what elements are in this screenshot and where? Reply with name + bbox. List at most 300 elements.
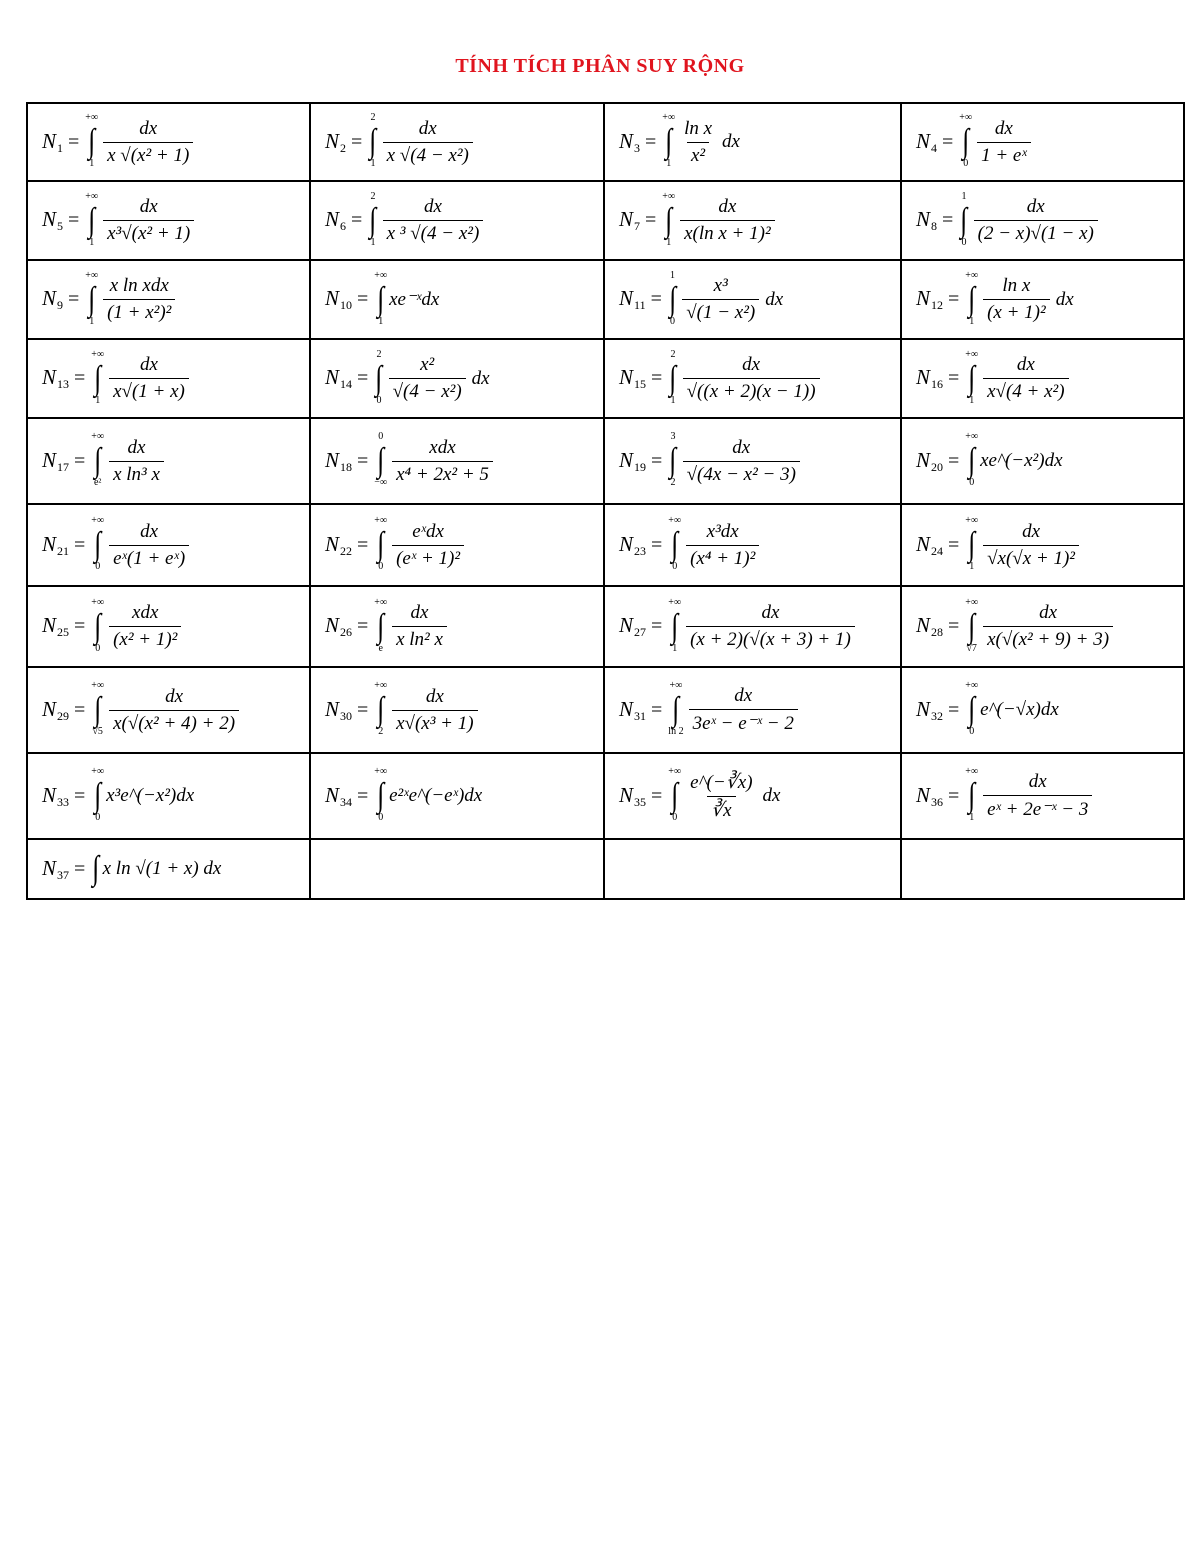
integral-index: 33: [57, 794, 70, 809]
denominator: (x⁴ + 1)²: [686, 545, 759, 570]
integral-name: $N_{32}$: [916, 696, 944, 723]
integral-name: $N_{11}$: [619, 286, 646, 312]
equals-sign: =: [68, 209, 80, 231]
integral-name: $N_{13}$: [42, 365, 70, 391]
integral-expression: [916, 681, 1183, 739]
equals-sign: =: [948, 615, 960, 637]
integral-expression: [42, 516, 309, 574]
integral-symbol: ∫: [665, 201, 673, 239]
equals-sign: =: [74, 615, 86, 637]
lower-limit: 1: [666, 158, 672, 169]
integral-cell: [604, 504, 901, 586]
integral-index: 24: [931, 543, 944, 558]
integral-index: 17: [57, 459, 70, 474]
lower-limit: 2: [378, 726, 384, 737]
differential: dx: [471, 367, 490, 389]
integral-cell: [310, 418, 604, 504]
integral-cell: [901, 667, 1184, 753]
fraction: [392, 602, 447, 651]
integral-cell: [604, 181, 901, 260]
integral-index: 3: [634, 140, 641, 155]
integral-sign: [668, 432, 677, 490]
table-row: [27, 586, 1184, 667]
integral-index: 6: [340, 219, 347, 233]
integral-sign: [368, 192, 377, 250]
integral-sign: [91, 767, 104, 825]
integral-name: $N_7$: [619, 207, 641, 233]
lower-limit: 2: [670, 477, 676, 488]
integral-index: 9: [57, 298, 64, 312]
fraction: [683, 354, 820, 403]
integral-name: $N_{22}$: [325, 531, 353, 558]
integral-symbol: ∫: [968, 526, 976, 563]
integrand: e^(−√x)dx: [980, 699, 1059, 720]
denominator: x²: [687, 142, 709, 167]
upper-limit: +∞: [965, 431, 979, 442]
integral-sign: [91, 432, 104, 490]
lower-limit: 0: [670, 315, 676, 327]
integrand: e²ˣe^(−eˣ)dx: [389, 785, 483, 806]
numerator: dx: [423, 196, 442, 217]
equals-sign: =: [357, 784, 369, 807]
differential: dx: [762, 785, 781, 806]
fraction: [686, 771, 756, 822]
integral-name: $N_{15}$: [619, 365, 647, 391]
integral-expression: [42, 432, 309, 490]
fraction: [109, 602, 181, 651]
lower-limit: 0: [672, 812, 678, 823]
fraction: [389, 354, 466, 403]
table-row: [27, 339, 1184, 418]
lower-limit: 0: [95, 812, 101, 823]
integral-expression: [619, 681, 900, 739]
integral-sign: [91, 681, 104, 739]
numerator: x³: [713, 275, 728, 296]
fraction: [103, 275, 175, 324]
equals-sign: =: [357, 288, 369, 310]
integral-symbol: ∫: [377, 777, 385, 814]
fraction: [983, 771, 1092, 821]
equals-sign: =: [645, 209, 657, 231]
integral-cell: [27, 339, 310, 418]
integral-cell: [27, 504, 310, 586]
differential: dx: [722, 131, 740, 152]
integral-cell: [310, 103, 604, 181]
lower-limit: −∞: [374, 477, 388, 488]
numerator: dx: [410, 602, 429, 623]
table-row: [27, 103, 1184, 181]
integral-index: 2: [340, 140, 347, 155]
integral-expression: [42, 350, 309, 408]
integral-symbol: ∫: [669, 442, 677, 479]
integral-symbol: ∫: [968, 691, 976, 728]
fraction: [977, 118, 1031, 167]
denominator: (1 + x²)²: [103, 299, 175, 324]
integral-sign: [959, 192, 968, 250]
lower-limit: 1: [378, 315, 384, 327]
integral-symbol: ∫: [669, 280, 677, 318]
integral-index: 35: [634, 794, 647, 809]
integral-name: $N_{20}$: [916, 447, 944, 474]
upper-limit: +∞: [91, 515, 105, 526]
equals-sign: =: [650, 288, 662, 310]
equals-sign: =: [942, 130, 954, 153]
upper-limit: 2: [370, 112, 376, 123]
denominator: x√(x³ + 1): [392, 710, 477, 735]
integral-symbol: ∫: [968, 607, 976, 645]
integral-cell: [604, 418, 901, 504]
integral-name: $N_{31}$: [619, 696, 647, 723]
equals-sign: =: [357, 615, 369, 637]
integral-symbol: ∫: [669, 359, 677, 397]
integral-index: 21: [57, 543, 70, 558]
equals-sign: =: [74, 698, 86, 721]
lower-limit: 0: [378, 812, 384, 823]
lower-limit: 1: [95, 394, 101, 406]
fraction: [983, 602, 1113, 651]
integral-cell: [901, 260, 1184, 339]
integral-symbol: ∫: [88, 201, 96, 239]
fraction: [103, 118, 193, 167]
numerator: ln x: [1002, 275, 1031, 296]
integral-index: 5: [57, 219, 64, 233]
numerator: eˣdx: [412, 520, 444, 542]
integrand: xe^(−x²)dx: [980, 450, 1063, 471]
fraction: [103, 196, 194, 245]
differential: dx: [1055, 288, 1074, 310]
equals-sign: =: [74, 367, 86, 389]
equals-sign: =: [948, 449, 960, 472]
integral-index: 22: [340, 543, 353, 558]
integral-symbol: ∫: [671, 607, 679, 645]
equals-sign: =: [651, 698, 663, 721]
integral-expression: [916, 516, 1183, 574]
integral-cell: [27, 260, 310, 339]
integral-sign: [374, 516, 387, 574]
numerator: dx: [425, 685, 444, 707]
denominator: √(4 − x²): [389, 378, 466, 403]
lower-limit: 0: [95, 642, 101, 654]
fraction: [983, 521, 1079, 570]
table-row: [27, 839, 1184, 899]
equals-sign: =: [651, 784, 663, 807]
upper-limit: +∞: [91, 431, 105, 442]
integral-symbol: ∫: [960, 201, 968, 239]
upper-limit: 1: [670, 269, 676, 281]
fraction: [974, 196, 1098, 245]
lower-limit: 1: [370, 158, 376, 169]
upper-limit: +∞: [965, 680, 979, 691]
integral-cell: [27, 103, 310, 181]
integral-expression: [619, 271, 900, 329]
upper-limit: +∞: [965, 766, 979, 777]
integral-symbol: ∫: [94, 691, 102, 728]
integral-symbol: ∫: [94, 442, 102, 479]
integral-expression: [619, 192, 900, 250]
fraction: [683, 437, 800, 486]
integral-index: 7: [634, 219, 641, 233]
integral-cell: [310, 260, 604, 339]
lower-limit: √7: [966, 642, 977, 654]
equals-sign: =: [351, 209, 363, 231]
integral-symbol: ∫: [88, 123, 96, 160]
integral-index: 36: [931, 794, 944, 809]
integral-index: 28: [931, 625, 944, 639]
integral-index: 30: [340, 708, 353, 723]
denominator: x(ln x + 1)²: [680, 220, 775, 245]
integral-sign: [374, 432, 387, 490]
lower-limit: 1: [969, 812, 975, 823]
integral-expression: [619, 598, 900, 656]
integral-cell: [310, 181, 604, 260]
integral-cell: [27, 667, 310, 753]
integral-expression: [325, 681, 603, 739]
integral-name: $N_4$: [916, 128, 938, 155]
fraction: [680, 118, 716, 167]
denominator: √((x + 2)(x − 1)): [683, 378, 820, 403]
fraction: [109, 686, 239, 735]
integral-sign: [965, 681, 978, 739]
equals-sign: =: [651, 615, 663, 637]
equals-sign: =: [651, 533, 663, 556]
lower-limit: 0: [376, 394, 382, 406]
integral-name: $N_{33}$: [42, 782, 70, 809]
integral-cell: [310, 753, 604, 839]
numerator: x³dx: [706, 520, 739, 542]
fraction: [109, 437, 164, 486]
integral-sign: [965, 350, 978, 408]
integral-sign: [965, 598, 978, 656]
fraction: [686, 602, 855, 651]
integral-sign: [85, 113, 98, 171]
upper-limit: +∞: [374, 766, 388, 777]
denominator: eˣ + 2e⁻ˣ − 3: [983, 795, 1092, 821]
integral-expression: [42, 840, 309, 898]
fraction: [689, 685, 798, 735]
integral-index: 27: [634, 625, 647, 639]
integral-cell: [27, 418, 310, 504]
integral-index: 15: [634, 377, 647, 391]
lower-limit: 1: [370, 236, 376, 248]
integral-expression: [916, 432, 1183, 490]
integral-symbol: ∫: [377, 526, 385, 563]
integral-sign: [668, 767, 681, 825]
table-row: [27, 753, 1184, 839]
integral-sign: [662, 113, 675, 171]
integral-name: $N_{24}$: [916, 531, 944, 558]
integral-sign: [668, 681, 683, 739]
denominator: x ³ √(4 − x²): [383, 220, 484, 245]
page-title: TÍNH TÍCH PHÂN SUY RỘNG: [455, 55, 745, 77]
integral-cell: [901, 418, 1184, 504]
integral-sign: [85, 271, 98, 329]
integral-expression: [325, 598, 603, 656]
integral-index: 14: [340, 377, 353, 391]
integral-symbol: ∫: [968, 442, 976, 479]
denominator: x ln³ x: [109, 461, 164, 486]
integral-expression: [325, 767, 603, 825]
denominator: eˣ(1 + eˣ): [109, 545, 189, 570]
integral-name: $N_{16}$: [916, 365, 944, 391]
integral-index: 19: [634, 459, 647, 474]
integral-symbol: ∫: [377, 607, 385, 645]
numerator: dx: [140, 520, 159, 542]
integral-symbol: ∫: [968, 280, 976, 318]
numerator: dx: [1026, 196, 1045, 217]
integral-symbol: ∫: [94, 607, 102, 645]
integral-name: $N_9$: [42, 286, 64, 312]
integral-sign: [374, 271, 387, 329]
equals-sign: =: [357, 533, 369, 556]
denominator: x(√(x² + 9) + 3): [983, 626, 1113, 651]
upper-limit: +∞: [965, 515, 979, 526]
integral-sign: [91, 598, 104, 656]
upper-limit: +∞: [91, 596, 105, 608]
integral-symbol: ∫: [672, 691, 680, 728]
lower-limit: 0: [961, 236, 967, 248]
numerator: dx: [127, 436, 146, 458]
denominator: (x + 2)(√(x + 3) + 1): [686, 626, 855, 651]
lower-limit: 0: [969, 477, 975, 488]
integral-cell: [901, 504, 1184, 586]
lower-limit: 0: [963, 158, 969, 169]
fraction: [682, 275, 759, 324]
integral-index: 1: [57, 140, 64, 155]
lower-limit: 0: [95, 561, 101, 572]
denominator: (eˣ + 1)²: [392, 545, 464, 570]
integral-cell: [27, 753, 310, 839]
integral-cell: [604, 839, 901, 899]
upper-limit: 0: [378, 431, 384, 442]
integral-expression: [619, 432, 900, 490]
integral-sign: [91, 350, 104, 408]
fraction: [983, 275, 1050, 324]
integral-symbol: ∫: [968, 777, 976, 814]
equals-sign: =: [357, 449, 369, 472]
integral-symbol: ∫: [369, 201, 377, 239]
differential: dx: [765, 288, 784, 310]
integral-cell: [604, 339, 901, 418]
integral-expression: [916, 192, 1183, 250]
lower-limit: √5: [92, 726, 103, 737]
upper-limit: +∞: [85, 112, 99, 123]
fraction: [392, 437, 493, 486]
table-row: [27, 181, 1184, 260]
integral-cell: [310, 339, 604, 418]
integral-cell: [310, 504, 604, 586]
integral-expression: [325, 192, 603, 250]
denominator: √(4x − x² − 3): [683, 461, 800, 486]
integral-index: 13: [57, 377, 70, 391]
fraction: [109, 354, 189, 403]
numerator: dx: [761, 602, 780, 623]
numerator: dx: [140, 354, 158, 375]
integral-index: 23: [634, 543, 647, 558]
integral-index: 4: [931, 140, 938, 155]
equals-sign: =: [68, 288, 80, 310]
denominator: (x² + 1)²: [109, 626, 181, 651]
upper-limit: +∞: [668, 596, 682, 608]
lower-limit: 1: [969, 315, 975, 327]
integral-name: $N_{28}$: [916, 613, 944, 639]
upper-limit: +∞: [965, 596, 979, 608]
integral-name: $N_{35}$: [619, 782, 647, 809]
upper-limit: +∞: [91, 680, 105, 691]
numerator: dx: [1039, 602, 1058, 623]
equals-sign: =: [74, 449, 86, 472]
fraction: [392, 521, 464, 570]
integral-sign: [965, 271, 978, 329]
integral-expression: [42, 271, 309, 329]
integral-symbol: ∫: [665, 123, 673, 160]
integrand: x³e^(−x²)dx: [106, 785, 195, 806]
lower-limit: 1: [89, 315, 95, 327]
upper-limit: 2: [370, 190, 376, 202]
upper-limit: +∞: [965, 269, 979, 281]
equals-sign: =: [942, 209, 954, 231]
integral-name: $N_6$: [325, 207, 347, 233]
equals-sign: =: [357, 698, 369, 721]
integral-cell: [310, 586, 604, 667]
integral-name: $N_{17}$: [42, 447, 70, 474]
integral-symbol: ∫: [377, 442, 385, 479]
numerator: ln x: [684, 117, 713, 139]
integral-sign: [668, 516, 681, 574]
integral-cell: [604, 667, 901, 753]
lower-limit: 1: [89, 236, 95, 248]
fraction: [383, 118, 473, 167]
integral-name: $N_{12}$: [916, 286, 944, 312]
integral-sign: [374, 767, 387, 825]
upper-limit: +∞: [965, 348, 979, 360]
integral-cell: [901, 339, 1184, 418]
denominator: (x + 1)²: [983, 299, 1050, 324]
integral-expression: [916, 767, 1183, 825]
lower-limit: e: [378, 642, 383, 654]
integral-index: 26: [340, 625, 353, 639]
numerator: dx: [165, 685, 184, 707]
equals-sign: =: [74, 857, 86, 880]
denominator: 1 + eˣ: [977, 142, 1031, 167]
integral-expression: [42, 192, 309, 250]
integral-sign: [668, 350, 677, 408]
integral-cell: [310, 839, 604, 899]
integral-sign: [374, 598, 387, 656]
numerator: dx: [418, 117, 437, 139]
numerator: dx: [1016, 354, 1035, 375]
lower-limit: 0: [969, 726, 975, 737]
upper-limit: +∞: [374, 596, 388, 608]
denominator: √x(√x + 1)²: [983, 545, 1079, 570]
integral-sign: [374, 350, 383, 408]
fraction: [983, 354, 1068, 403]
lower-limit: e²: [93, 477, 102, 488]
integral-name: $N_{18}$: [325, 447, 353, 474]
integral-sign: [374, 681, 387, 739]
upper-limit: 3: [670, 431, 676, 442]
integral-cell: [27, 181, 310, 260]
integral-name: $N_2$: [325, 128, 347, 155]
fraction: [109, 521, 189, 570]
integral-name: $N_8$: [916, 207, 938, 233]
integral-name: $N_{26}$: [325, 613, 353, 639]
lower-limit: 1: [969, 394, 975, 406]
integral-name: $N_{29}$: [42, 696, 70, 723]
integral-index: 10: [340, 298, 353, 312]
integral-name: $N_{21}$: [42, 531, 70, 558]
integral-cell: [604, 753, 901, 839]
integral-cell: [27, 586, 310, 667]
